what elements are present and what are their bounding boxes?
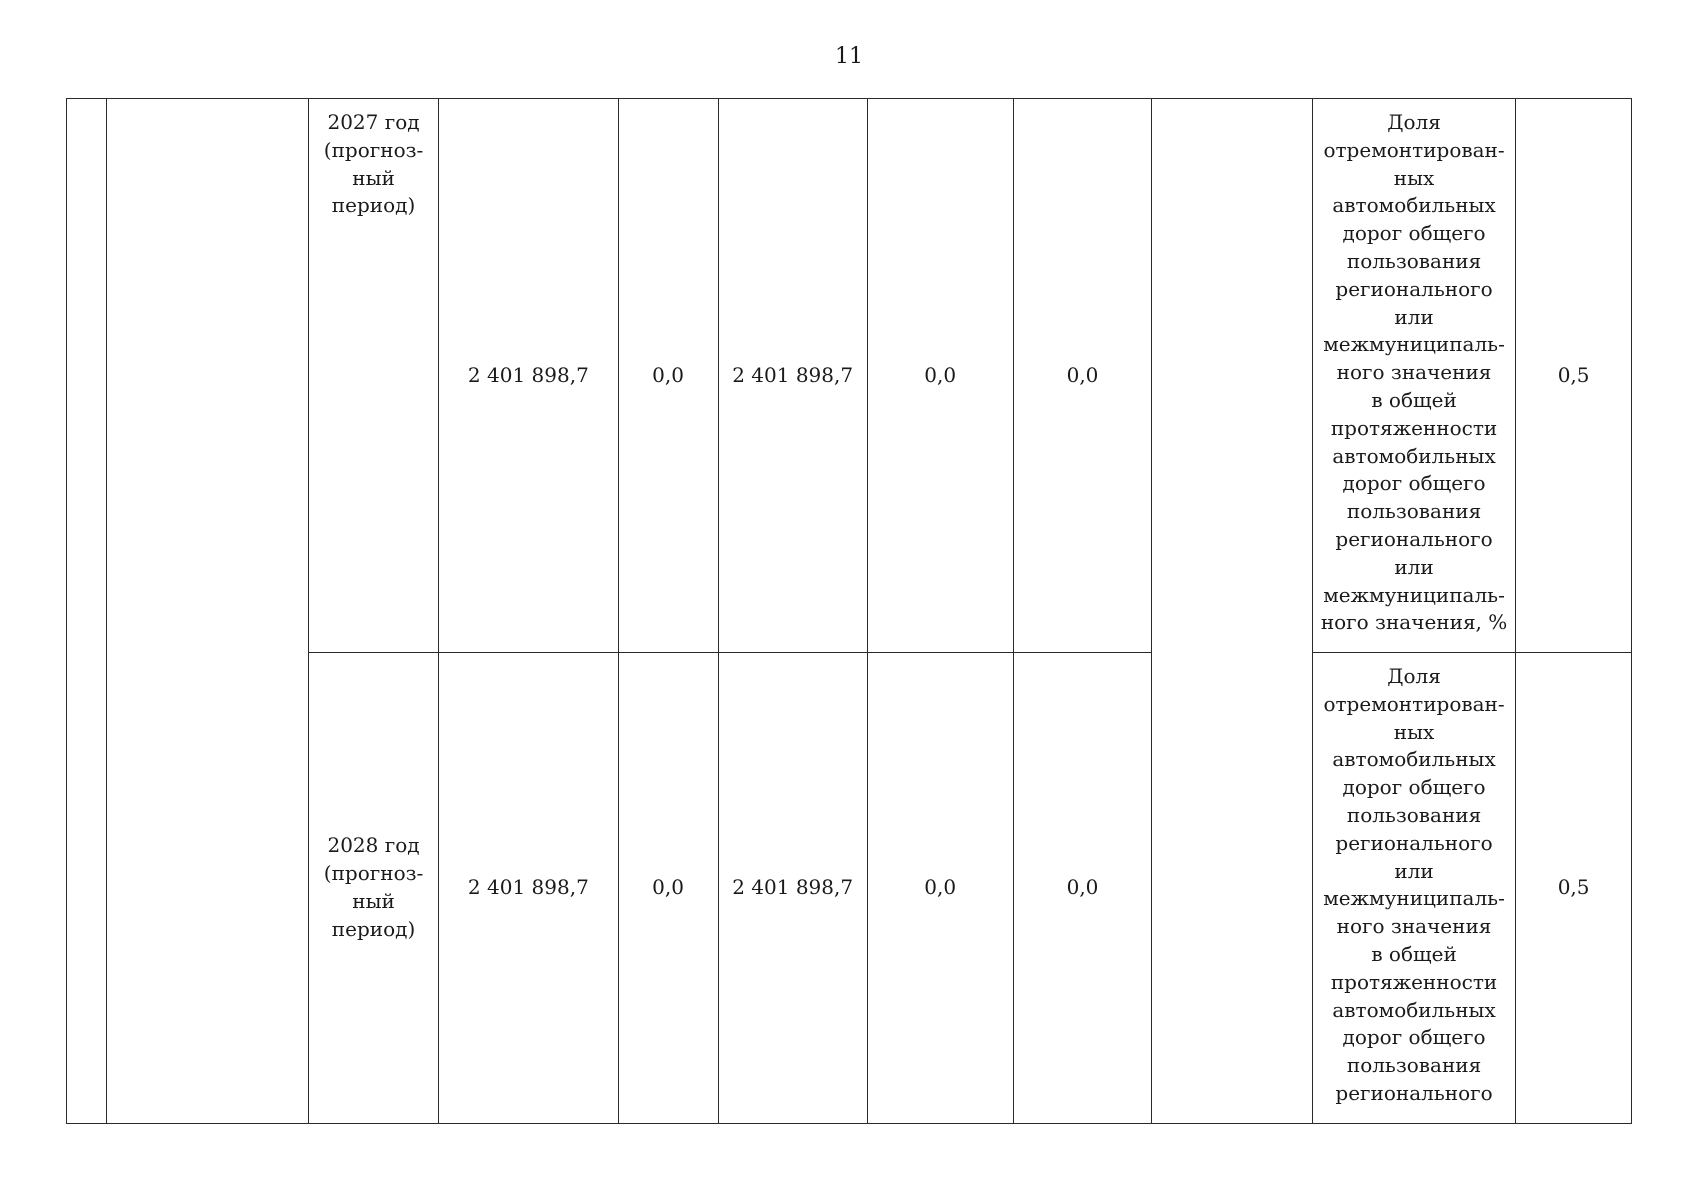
federal-budget-cell: 0,0 bbox=[618, 653, 718, 1124]
indicator-line: регионального bbox=[1335, 830, 1493, 855]
indicator-line: пользования bbox=[1346, 248, 1482, 273]
indicator-line: ного значения bbox=[1336, 360, 1492, 385]
period-line: (прогноз- bbox=[323, 137, 424, 162]
indicator-line: автомобильных bbox=[1332, 747, 1496, 772]
total-amount-cell: 2 401 898,7 bbox=[439, 653, 618, 1124]
period-line: 2027 год bbox=[327, 110, 420, 134]
indicator-line: пользования bbox=[1346, 1053, 1482, 1078]
indicator-line: дорог общего bbox=[1342, 1025, 1486, 1050]
indicator-line: или bbox=[1394, 554, 1434, 579]
indicator-line: дорог общего bbox=[1342, 471, 1486, 496]
period-line: ный bbox=[352, 889, 395, 913]
budget-table bbox=[66, 98, 1632, 1124]
indicator-line: в общей bbox=[1371, 387, 1457, 412]
indicator-line: межмуниципаль- bbox=[1323, 886, 1505, 911]
indicator-name-cell bbox=[1312, 653, 1515, 1124]
indicator-line: регионального bbox=[1335, 276, 1493, 301]
indicator-line: автомобильных bbox=[1332, 997, 1496, 1022]
indicator-line: протяженности bbox=[1330, 415, 1498, 440]
indicator-line: регионального bbox=[1335, 1080, 1493, 1105]
number-cell bbox=[67, 99, 107, 1124]
indicator-line: ных bbox=[1393, 719, 1435, 744]
indicator-line: ного значения, % bbox=[1320, 610, 1508, 635]
responsible-executor-cell bbox=[1152, 99, 1313, 1124]
period-line: ный bbox=[352, 165, 395, 190]
period-line: период) bbox=[331, 916, 416, 941]
indicator-line: пользования bbox=[1346, 499, 1482, 524]
total-amount-cell: 2 401 898,7 bbox=[439, 99, 618, 653]
local-budget-cell: 0,0 bbox=[867, 99, 1013, 653]
period-line: 2028 год bbox=[327, 833, 420, 858]
indicator-line: Доля bbox=[1387, 664, 1441, 688]
period-cell bbox=[308, 653, 438, 1124]
regional-budget-cell: 2 401 898,7 bbox=[718, 99, 867, 653]
activity-name-cell bbox=[106, 99, 308, 1124]
indicator-value-cell: 0,5 bbox=[1516, 653, 1632, 1124]
indicator-line: ного значения bbox=[1336, 914, 1492, 939]
period-line: период) bbox=[331, 193, 416, 218]
period-line: (прогноз- bbox=[323, 861, 424, 886]
indicator-line: отремонтирован- bbox=[1323, 137, 1505, 162]
indicator-line: протяженности bbox=[1330, 969, 1498, 994]
other-sources-cell: 0,0 bbox=[1013, 99, 1152, 653]
indicator-line: пользования bbox=[1346, 802, 1482, 827]
other-sources-cell: 0,0 bbox=[1013, 653, 1152, 1124]
regional-budget-cell: 2 401 898,7 bbox=[718, 653, 867, 1124]
local-budget-cell: 0,0 bbox=[867, 653, 1013, 1124]
indicator-name-cell bbox=[1312, 99, 1515, 653]
indicator-line: дорог общего bbox=[1342, 775, 1486, 800]
indicator-line: или bbox=[1394, 304, 1434, 329]
table-row bbox=[67, 99, 1632, 653]
indicator-line: или bbox=[1394, 858, 1434, 883]
indicator-line: дорог общего bbox=[1342, 221, 1486, 246]
indicator-line: Доля bbox=[1387, 110, 1441, 134]
indicator-line: отремонтирован- bbox=[1323, 691, 1505, 716]
indicator-line: регионального bbox=[1335, 526, 1493, 551]
federal-budget-cell: 0,0 bbox=[618, 99, 718, 653]
indicator-line: автомобильных bbox=[1332, 193, 1496, 218]
indicator-line: автомобильных bbox=[1332, 443, 1496, 468]
indicator-line: межмуниципаль- bbox=[1323, 582, 1505, 607]
period-cell bbox=[308, 99, 438, 653]
indicator-value-cell: 0,5 bbox=[1516, 99, 1632, 653]
page-number: 11 bbox=[835, 44, 863, 69]
indicator-line: ных bbox=[1393, 165, 1435, 190]
indicator-line: межмуниципаль- bbox=[1323, 332, 1505, 357]
indicator-line: в общей bbox=[1371, 941, 1457, 966]
